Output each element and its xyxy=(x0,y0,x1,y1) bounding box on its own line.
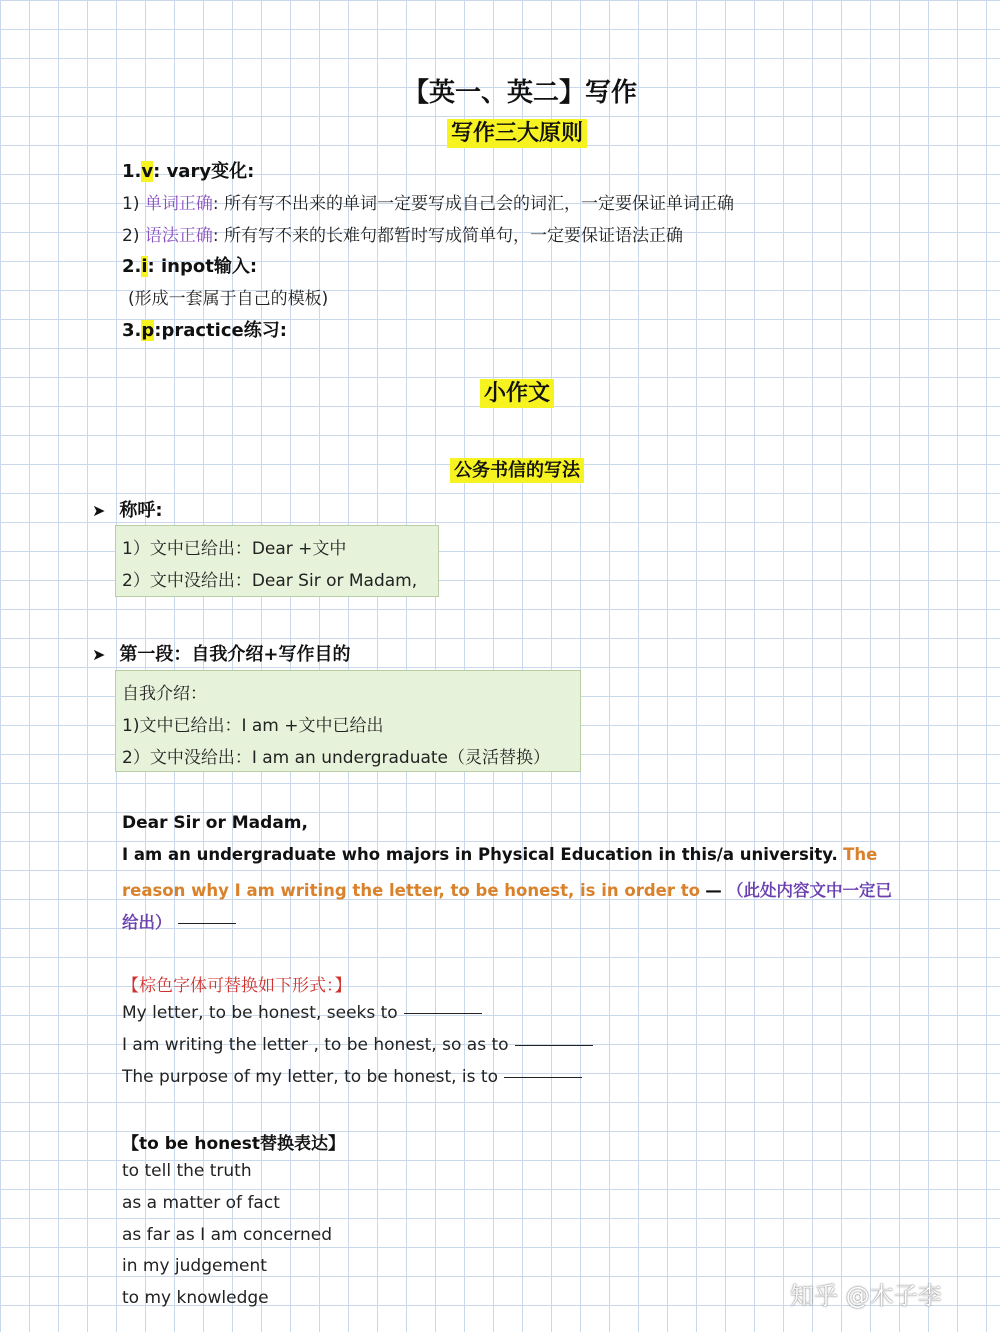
principle-1-title: : vary变化: xyxy=(153,161,255,182)
sample-greeting: Dear Sir or Madam, xyxy=(122,813,308,833)
principle-2-letter: i xyxy=(141,256,148,277)
sample-line-2-orange: reason why I am writing the letter, to be honest, is in order to xyxy=(122,881,700,900)
replacement-text: I am writing the letter , to be honest, so as to xyxy=(122,1035,509,1055)
page-title: 【英一、英二】写作 xyxy=(402,78,637,108)
arrow-bullet-icon: ➤ xyxy=(92,501,106,520)
replacement-item xyxy=(122,1067,582,1087)
honest-item: as a matter of fact xyxy=(122,1193,280,1213)
paragraph-1-item: 自我介绍： xyxy=(122,684,207,704)
blank-line xyxy=(515,1045,593,1046)
official-letter-heading-text: 公务书信的写法 xyxy=(450,458,584,483)
principle-2-number: 2. xyxy=(122,256,142,277)
sample-line-1-text: I am an undergraduate who majors in Physical Education in this/a university. xyxy=(122,845,838,864)
paragraph-1-heading-text: 第一段：自我介绍+写作目的 xyxy=(119,644,351,665)
arrow-bullet-icon: ➤ xyxy=(92,645,106,664)
sample-line-2-note: （此处内容文中一定已 xyxy=(726,881,892,900)
replacement-item xyxy=(122,1003,482,1023)
item-label: 单词正确 xyxy=(144,194,213,214)
paragraph-1-item: 1)文中已给出：I am +文中已给出 xyxy=(122,716,384,736)
principles-heading xyxy=(0,116,1000,147)
paragraph-1-heading xyxy=(92,640,351,666)
honest-item: as far as I am concerned xyxy=(122,1225,332,1245)
principle-3-title: :practice练习: xyxy=(154,320,287,341)
blank-line xyxy=(404,1013,482,1014)
sample-line-3 xyxy=(122,909,236,933)
item-text: : 所有写不来的长难句都暂时写成简单句，一定要保证语法正确 xyxy=(212,226,683,246)
replacement-text: My letter, to be honest, seeks to xyxy=(122,1003,398,1023)
item-number: 1) xyxy=(122,194,140,214)
honest-item: in my judgement xyxy=(122,1256,267,1276)
honest-item: to tell the truth xyxy=(122,1161,252,1181)
salutation-heading xyxy=(92,496,163,522)
blank-line xyxy=(178,923,236,924)
principles-heading-text: 写作三大原则 xyxy=(447,119,587,148)
item-number: 2) xyxy=(122,226,140,246)
replacement-item xyxy=(122,1035,593,1055)
principle-3-number: 3. xyxy=(122,320,142,341)
small-essay-heading xyxy=(0,376,1000,407)
principle-1-heading xyxy=(122,157,254,183)
sample-line-1-orange: The xyxy=(843,845,878,864)
sample-line-3-note: 给出） xyxy=(122,913,172,932)
principle-1-item-1 xyxy=(122,189,734,214)
salutation-box xyxy=(115,525,439,597)
honest-heading: 【to be honest替换表达】 xyxy=(122,1134,346,1154)
principle-3-heading xyxy=(122,316,287,342)
principle-1-item-2 xyxy=(122,221,683,246)
watermark: 知乎 @木子李 xyxy=(790,1282,942,1310)
principle-3-letter: p xyxy=(141,320,155,341)
principle-1-letter: v xyxy=(141,161,154,182)
salutation-item: 1）文中已给出：Dear +文中 xyxy=(122,539,347,559)
salutation-item: 2）文中没给出：Dear Sir or Madam, xyxy=(122,571,418,591)
small-essay-heading-text: 小作文 xyxy=(480,379,554,408)
item-label: 语法正确 xyxy=(144,226,213,246)
honest-item: to my knowledge xyxy=(122,1288,269,1308)
sample-line-2 xyxy=(122,877,892,901)
blank-line xyxy=(504,1077,582,1078)
sample-line-1 xyxy=(122,845,877,864)
principle-2-note: (形成一套属于自己的模板) xyxy=(128,289,329,309)
item-text: : 所有写不出来的单词一定要写成自己会的词汇，一定要保证单词正确 xyxy=(212,194,734,214)
paragraph-1-item: 2）文中没给出：I am an undergraduate（灵活替换） xyxy=(122,748,551,768)
principle-2-title: : inpot输入: xyxy=(147,256,258,277)
replacements-heading: 【棕色字体可替换如下形式：】 xyxy=(122,976,352,996)
salutation-heading-text: 称呼: xyxy=(119,500,163,521)
sample-dash: — xyxy=(705,881,722,900)
official-letter-heading xyxy=(0,456,1000,482)
principle-1-number: 1. xyxy=(122,161,142,182)
paragraph-1-box xyxy=(115,670,581,772)
replacement-text: The purpose of my letter, to be honest, is to xyxy=(122,1067,498,1087)
principle-2-heading xyxy=(122,252,257,278)
